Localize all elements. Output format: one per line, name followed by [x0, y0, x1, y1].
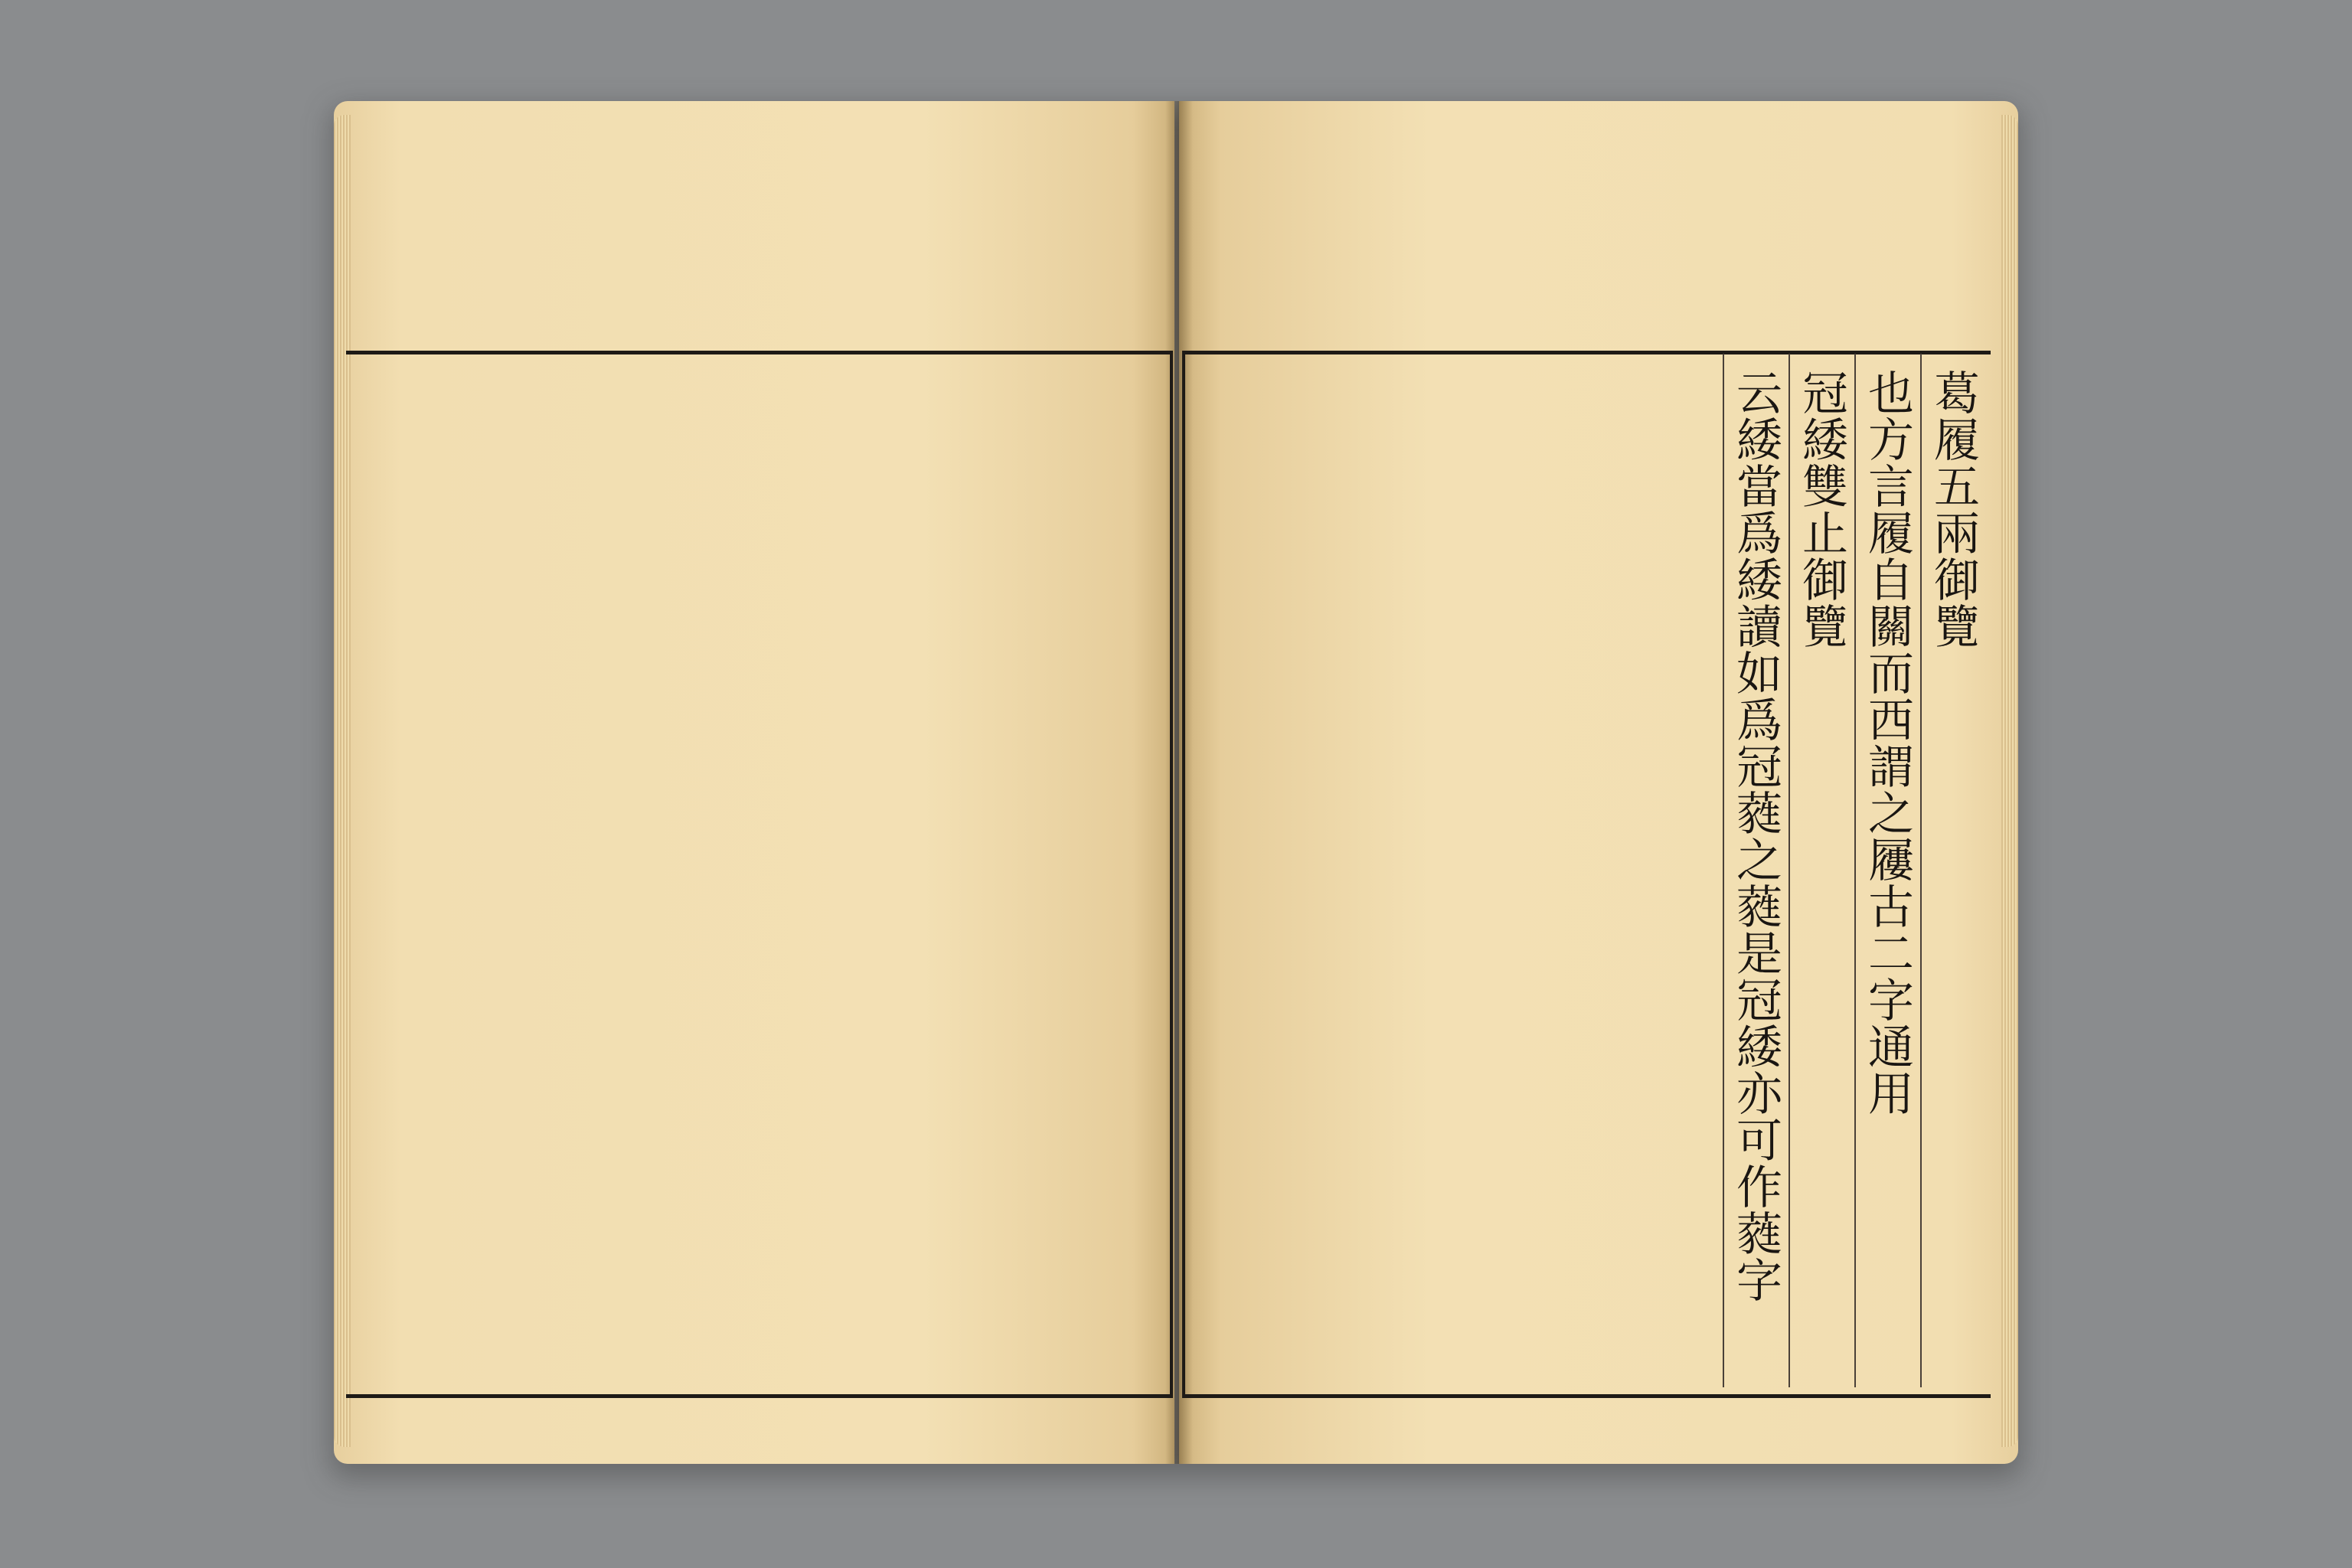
- right-column-3: 冠緌雙止御覽: [1788, 354, 1854, 1387]
- right-column-2: 也方言履自關而西謂之屨古二字通用: [1854, 354, 1920, 1387]
- right-text-columns: [1185, 354, 1986, 1387]
- right-column-1: 葛履五兩御覽: [1920, 354, 1986, 1387]
- right-column-4: 云緌當爲緌讀如爲冠蕤之蕤是冠緌亦可作蕤字: [1723, 354, 1788, 1387]
- left-text-frame: [346, 351, 1173, 1398]
- right-page-edges: [2001, 115, 2018, 1447]
